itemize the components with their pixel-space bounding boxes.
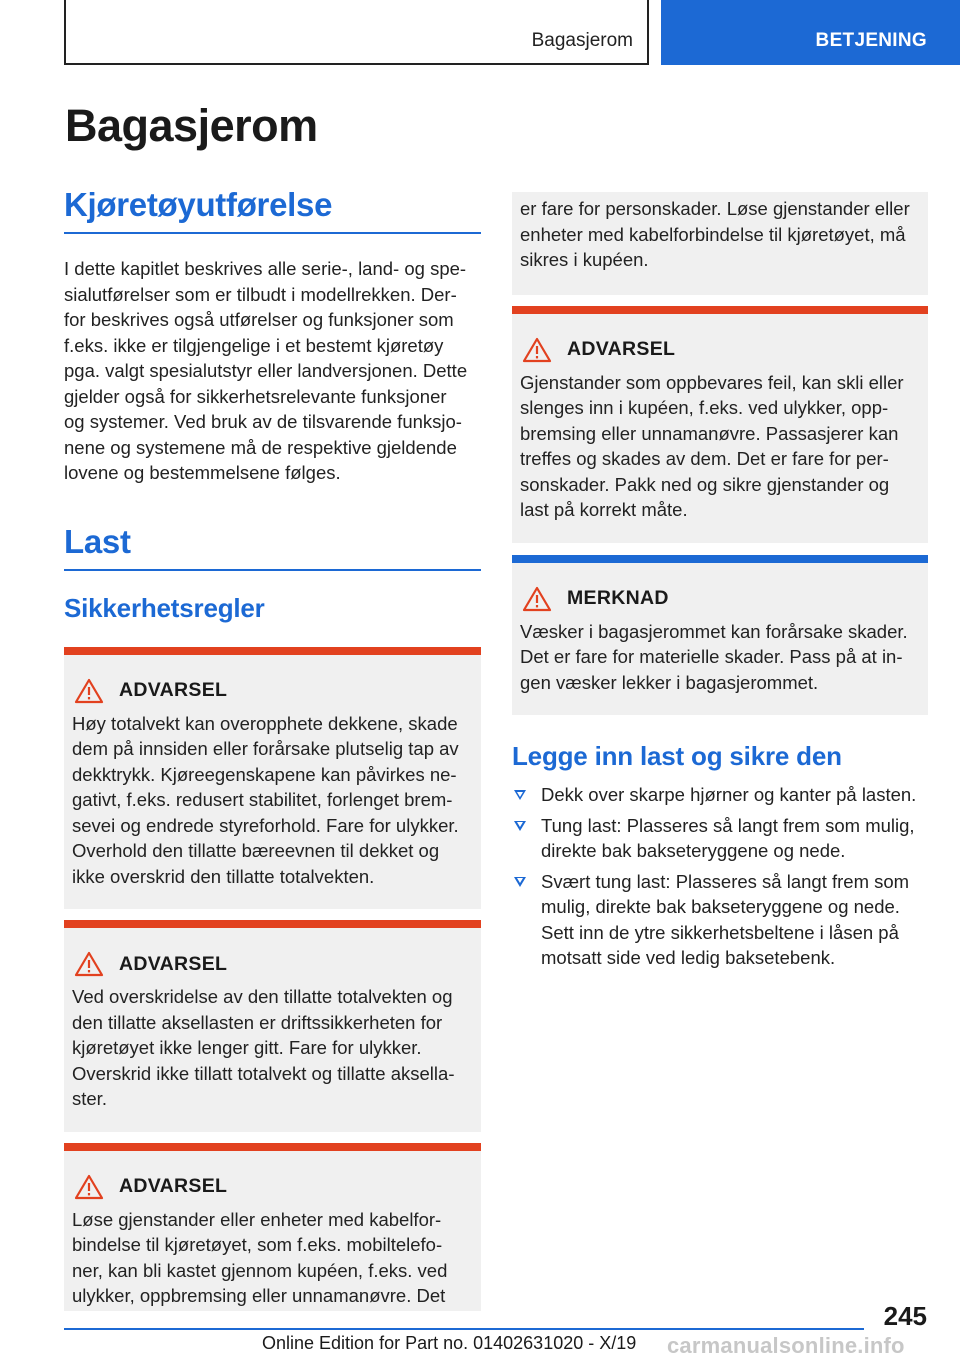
intro-line: I dette kapitlet beskrives alle serie-, land- og spe-	[64, 258, 467, 279]
intro-line: nene og systemene må de respektive gjeldende	[64, 436, 457, 458]
notice-header	[64, 928, 481, 978]
intro-line: lovene og bestemmelsene følges.	[64, 462, 341, 483]
warning-triangle-icon	[522, 336, 552, 364]
notice-title: ADVARSEL	[119, 679, 228, 701]
notice-line: ner, kan bli kastet gjennom kupéen, f.eks. ved	[72, 1259, 448, 1281]
notice-text	[64, 978, 481, 1132]
notice-line: Overhold den tillatte bæreevnen til dekket og	[72, 840, 440, 861]
notice-header	[512, 314, 928, 364]
list-item-line: motsatt side ved ledig baksetebenk.	[541, 947, 836, 968]
warning-triangle-icon	[74, 950, 104, 978]
list-item	[512, 813, 928, 864]
warning-notice-continued	[512, 192, 928, 295]
triangle-bullet-icon	[514, 821, 526, 831]
list-item-line: Dekk over skarpe hjørner og kanter på lasten.	[541, 784, 917, 805]
footer-rule	[64, 1328, 864, 1330]
warning-notice	[64, 1143, 481, 1311]
notice-title: ADVARSEL	[119, 952, 228, 975]
notice-line: Ved overskridelse av den tillatte totalvekten og	[72, 986, 453, 1007]
intro-paragraph	[64, 256, 481, 486]
note-bar	[512, 555, 928, 563]
notice-line: Gjenstander som oppbevares feil, kan skli eller	[520, 371, 904, 393]
watermark: carmanualsonline.info	[667, 1333, 905, 1358]
bullet-list	[512, 782, 928, 971]
notice-header	[64, 655, 481, 705]
warning-bar	[512, 306, 928, 314]
list-item-line: direkte bak bakseteryggene og nede.	[541, 840, 846, 861]
notice-line: Det er fare for materielle skader. Pass på at in-	[520, 646, 903, 667]
notice-line: dem på innsiden eller forårsake plutselig tap av	[72, 738, 459, 759]
heading-load-and-secure: Legge inn last og sikre den	[512, 741, 842, 771]
notice-text	[64, 1201, 481, 1311]
right-column	[512, 192, 928, 976]
notice-line: sevei og endrede styreforhold. Fare for ulykker.	[72, 814, 459, 836]
warning-notice	[512, 306, 928, 543]
notice-header	[64, 1151, 481, 1201]
notice-line: ster.	[72, 1088, 107, 1109]
notice-line: kjøretøyet ikke lenger gitt. Fare for ulykker.	[72, 1037, 422, 1058]
header-section-title: Bagasjerom	[531, 30, 633, 51]
header-chapter-tab[interactable]	[661, 0, 960, 65]
warning-bar	[64, 920, 481, 928]
footer-edition: Online Edition for Part no. 01402631020 - X/19	[262, 1333, 637, 1353]
heading-vehicle-version: Kjøretøyutførelse	[64, 186, 481, 234]
list-item-line: Tung last: Plasseres så langt frem som mulig,	[541, 814, 915, 836]
notice-header	[512, 563, 928, 613]
heading-safety-rules: Sikkerhetsregler	[64, 592, 265, 623]
notice-line: Overskrid ikke tillatt totalvekt og tillatte aksella-	[72, 1062, 455, 1084]
intro-line: pga. valgt spesialutstyr eller landversjonen. Dette	[64, 360, 468, 381]
intro-line: gjelder også for sikkerhetsrelevante funksjoner	[64, 385, 447, 407]
notice-line: ulykker, oppbremsing eller unnamanøvre. Det	[72, 1285, 446, 1306]
notice-line: Løse gjenstander eller enheter med kabelfor-	[72, 1208, 442, 1230]
notice-line: ikke overskrid den tillatte totalvekten.	[72, 865, 375, 887]
list-item-line: mulig, direkte bak bakseteryggene og nede.	[541, 896, 900, 917]
warning-triangle-icon	[522, 585, 552, 613]
notice-line: bindelse til kjøretøyet, som f.eks. mobiltelefo-	[72, 1234, 443, 1255]
notice-line: treffes og skades av dem. Det er fare for per-	[520, 448, 889, 469]
triangle-bullet-icon	[514, 877, 526, 887]
intro-line: f.eks. ikke er tilgjengelige i et bestemt kjøretøy	[64, 334, 444, 356]
warning-triangle-icon	[74, 677, 104, 705]
intro-line: og systemer. Ved bruk av de tilsvarende funksjo-	[64, 411, 462, 432]
header-section-box	[64, 0, 649, 65]
warning-notice	[64, 647, 481, 910]
notice-text	[512, 192, 928, 295]
warning-notice	[64, 920, 481, 1132]
notice-line: last på korrekt måte.	[520, 499, 688, 520]
notice-line: Væsker i bagasjerommet kan forårsake skader.	[520, 620, 908, 642]
header-chapter-label: BETJENING	[815, 30, 927, 51]
notice-text	[512, 364, 928, 543]
left-column	[64, 186, 481, 1311]
page-number: 245	[883, 1301, 927, 1331]
triangle-bullet-icon	[514, 790, 526, 800]
list-item	[512, 869, 928, 971]
heading-load: Last	[64, 523, 481, 571]
notice-line: gen væsker lekker i bagasjerommet.	[520, 671, 819, 693]
warning-bar	[64, 647, 481, 655]
intro-line: sialutførelser som er tilbudt i modellrekken. Der-	[64, 283, 457, 305]
list-item	[512, 782, 928, 808]
notice-text	[512, 613, 928, 716]
notice-title: ADVARSEL	[567, 338, 676, 360]
notice-line: den tillatte aksellasten er driftssikkerheten for	[72, 1011, 443, 1033]
notice-title: ADVARSEL	[119, 1175, 228, 1197]
notice-line: enheter med kabelforbindelse til kjøretøyet, må	[520, 223, 906, 245]
notice-line: er fare for personskader. Løse gjenstander eller	[520, 198, 910, 219]
list-item-line: Sett inn de ytre sikkerhetsbeltene i låsen på	[541, 921, 899, 943]
notice-line: dekktrykk. Kjøreegenskapene kan påvirkes ne-	[72, 763, 457, 785]
warning-bar	[64, 1143, 481, 1151]
intro-line: for beskrives også utførelser og funksjoner som	[64, 309, 454, 330]
notice-line: slenges inn i kupéen, f.eks. ved ulykker, opp-	[520, 397, 889, 418]
notice-line: sonskader. Pakk ned og sikre gjenstander og	[520, 473, 890, 495]
warning-triangle-icon	[74, 1173, 104, 1201]
notice-title: MERKNAD	[567, 587, 669, 609]
list-item-line: Svært tung last: Plasseres så langt frem som	[541, 870, 910, 892]
note-notice	[512, 555, 928, 716]
notice-line: sikres i kupéen.	[520, 249, 649, 270]
notice-text	[64, 705, 481, 910]
notice-line: gativt, f.eks. redusert stabilitet, forlenget brem-	[72, 789, 453, 810]
notice-line: bremsing eller unnamanøvre. Passasjerer kan	[520, 422, 899, 444]
notice-line: Høy totalvekt kan overopphete dekkene, skade	[72, 712, 458, 734]
page-title: Bagasjerom	[65, 100, 318, 151]
